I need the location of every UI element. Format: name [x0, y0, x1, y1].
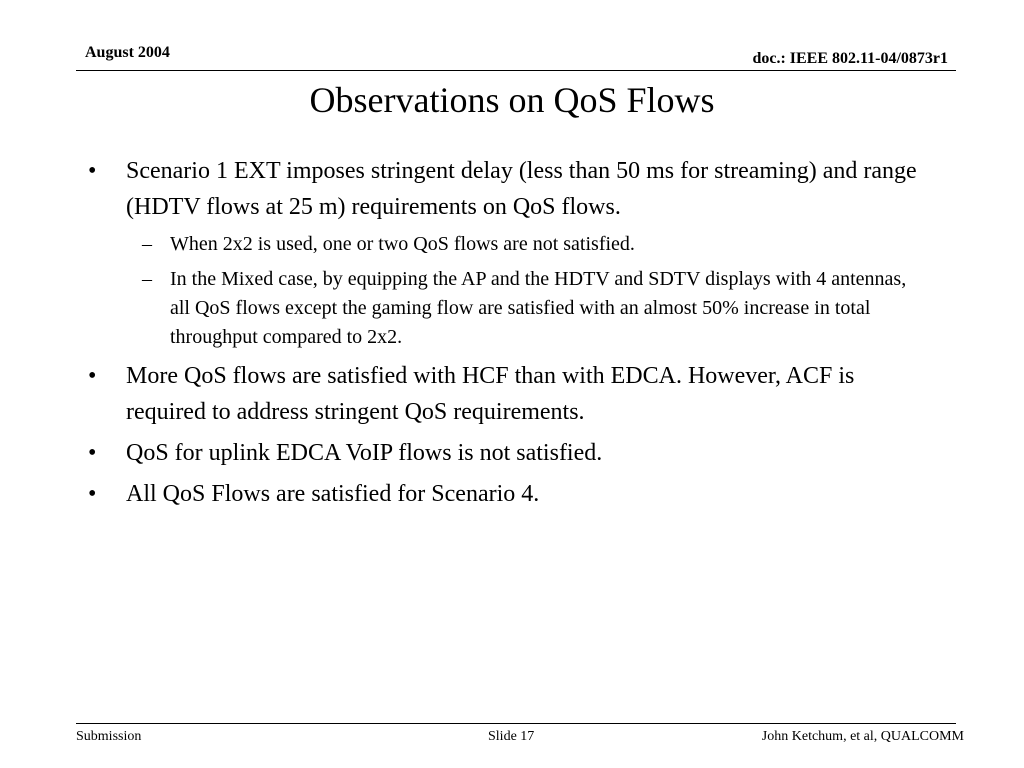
- bullet-item: [88, 358, 918, 430]
- bullet-item: [88, 435, 918, 471]
- sub-bullet-item: [88, 230, 918, 259]
- bullet-item: [88, 476, 918, 512]
- sub-bullet-text: When 2x2 is used, one or two QoS flows are not satisfied.: [170, 233, 635, 255]
- bullet-text: All QoS Flows are satisfied for Scenario 4.: [126, 481, 540, 507]
- bullet-marker: •: [88, 158, 97, 184]
- header-doc-id: doc.: IEEE 802.11-04/0873r1: [752, 50, 948, 67]
- sub-bullet-item: [88, 265, 918, 352]
- bullet-marker: •: [88, 481, 97, 507]
- footer-slide-number: Slide 17: [488, 729, 535, 744]
- bullet-text: More QoS flows are satisfied with HCF than with EDCA. However, ACF is required to address stringent QoS requirements.: [126, 363, 855, 425]
- bullet-marker: •: [88, 440, 97, 466]
- footer-author: John Ketchum, et al, QUALCOMM: [761, 729, 964, 744]
- bullet-text: Scenario 1 EXT imposes stringent delay (less than 50 ms for streaming) and range (HDTV flows at 25 m) requirements on QoS flows.: [126, 158, 917, 220]
- footer-submission: Submission: [76, 729, 142, 744]
- footer-divider: [76, 723, 956, 724]
- bullet-item: [88, 153, 918, 225]
- bullet-text: QoS for uplink EDCA VoIP flows is not satisfied.: [126, 440, 603, 466]
- slide-body: [88, 153, 918, 517]
- header-divider: [76, 70, 956, 71]
- sub-bullet-marker: –: [142, 268, 152, 290]
- sub-bullet-list: [88, 230, 918, 352]
- sub-bullet-text: In the Mixed case, by equipping the AP and the HDTV and SDTV displays with 4 antennas, all QoS flows except the gaming flow are satisfied with an almost 50% increase in total throughput compared to 2x2.: [170, 268, 907, 348]
- bullet-marker: •: [88, 363, 97, 389]
- sub-bullet-marker: –: [142, 233, 152, 255]
- header-date: August 2004: [85, 44, 170, 61]
- slide-title: Observations on QoS Flows: [309, 80, 715, 120]
